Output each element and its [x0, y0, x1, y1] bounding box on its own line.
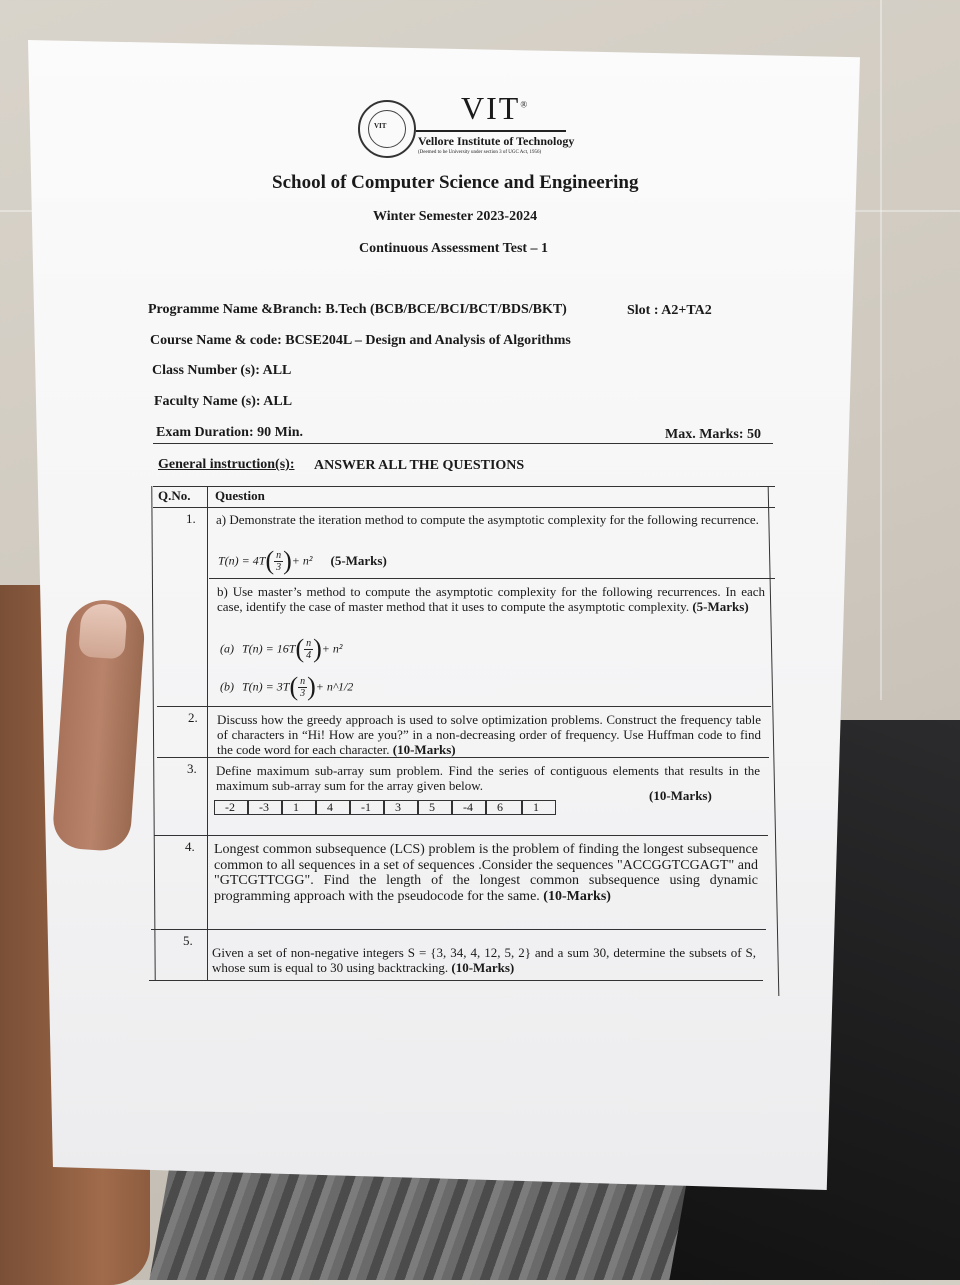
instruction-text: ANSWER ALL THE QUESTIONS — [314, 458, 525, 473]
vit-brand: VIT® — [461, 90, 530, 126]
q1b-text: b) Use master’s method to compute the asymptotic complexity for the following recurrences. In each case, identify the case of master method that it uses to compute the asymptotic complexity. (5-Marks) — [217, 584, 765, 614]
q5-marks: (10-Marks) — [451, 960, 515, 975]
table-border-left — [151, 486, 155, 980]
array-cell: 3 — [384, 800, 418, 815]
table-border-bottom — [149, 980, 763, 981]
q4-marks: (10-Marks) — [543, 888, 611, 904]
array-cell: 1 — [282, 800, 316, 815]
table-border-top — [153, 486, 775, 487]
table-column-divider — [207, 486, 208, 980]
test-name: Continuous Assessment Test – 1 — [359, 241, 549, 256]
max-marks: Max. Marks: 50 — [665, 427, 762, 442]
institute-name: Vellore Institute of Technology — [418, 134, 575, 148]
q4-text: Longest common subsequence (LCS) problem is the problem of finding the longest subsequence common to all sequences in a set of sequences .Consider the sequences "ACCGGTCGAGT" and "GTCGTTCGG". Find the length of the longest common subsequence using dynamic programming approach with the pseudocode for the same. (10-Marks) — [214, 842, 758, 904]
array-cell: -2 — [214, 800, 248, 815]
row-line — [154, 835, 768, 836]
row-line — [157, 706, 771, 707]
table-border-right — [768, 486, 780, 996]
q2-number: 2. — [188, 710, 198, 725]
row-line — [157, 757, 769, 758]
exam-duration: Exam Duration: 90 Min. — [156, 425, 303, 440]
slot: Slot : A2+TA2 — [627, 303, 712, 318]
meta-underline — [153, 443, 773, 444]
school-title: School of Computer Science and Engineering — [272, 172, 639, 193]
q1a-marks: (5-Marks) — [330, 552, 387, 568]
q1-number: 1. — [186, 511, 196, 526]
programme-branch: Programme Name &Branch: B.Tech (BCB/BCE/BCI/BCT/BDS/BKT) — [148, 302, 567, 317]
registered-mark: ® — [520, 99, 530, 110]
course-name-code: Course Name & code: BCSE204L – Design and Analysis of Algorithms — [150, 333, 571, 348]
thumb-nail — [78, 602, 128, 659]
row-line — [209, 578, 775, 579]
q1a-text: a) Demonstrate the iteration method to compute the asymptotic complexity for the following recurrence. — [216, 512, 759, 527]
array-cell: 1 — [522, 800, 556, 815]
logo-divider — [416, 130, 566, 132]
instruction-label: General instruction(s): — [158, 457, 295, 472]
class-number: Class Number (s): ALL — [152, 363, 292, 378]
array-cell: 6 — [486, 800, 522, 815]
deemed-university-line: (Deemed to be University under section 3 of UGC Act, 1956) — [418, 150, 542, 155]
q3-array — [214, 800, 556, 816]
q5-text: Given a set of non-negative integers S = {3, 34, 4, 12, 5, 2} and a sum 30, determine the subsets of S, whose sum is equal to 30 using backtracking. (10-Marks) — [212, 945, 756, 975]
row-line — [151, 929, 766, 930]
q3-marks: (10-Marks) — [649, 788, 712, 803]
q3-text: Define maximum sub-array sum problem. Find the series of contiguous elements that results in the maximum sub-array sum for the array given below. — [216, 763, 760, 793]
array-cell: -3 — [248, 800, 282, 815]
seal-text: VIT — [374, 122, 387, 130]
q1b-recurrence-a: (a) T(n) = 16T( $\frac{n}{4}$ )+ n² — [220, 634, 343, 663]
q1b-recurrence-b: (b) T(n) = 3T( $\frac{n}{3}$ )+ n^1/2 — [220, 672, 354, 701]
header-question: Question — [215, 488, 265, 503]
q2-text: Discuss how the greedy approach is used to solve optimization problems. Construct the frequency table of characters in “Hi! How are you?” in a non-decreasing order of frequency. Use Huffman code to find the code word for each character. (10-Marks) — [217, 712, 761, 757]
q3-number: 3. — [187, 761, 197, 776]
semester: Winter Semester 2023-2024 — [373, 209, 538, 224]
header-qno: Q.No. — [158, 488, 191, 503]
q2-marks: (10-Marks) — [392, 742, 456, 757]
array-cell: -1 — [350, 800, 384, 815]
faculty-name: Faculty Name (s): ALL — [154, 394, 293, 409]
q1a-recurrence: T(n) = 4T( $\frac{n}{3}$ )+ n² (5-Marks) — [218, 546, 387, 575]
q1b-marks: (5-Marks) — [692, 599, 749, 614]
array-cell: 5 — [418, 800, 452, 815]
university-seal-icon — [358, 100, 416, 158]
q5-number: 5. — [183, 933, 193, 948]
array-cell: -4 — [452, 800, 486, 815]
array-cell: 4 — [316, 800, 350, 815]
table-header-line — [153, 507, 775, 508]
q4-number: 4. — [185, 839, 195, 854]
